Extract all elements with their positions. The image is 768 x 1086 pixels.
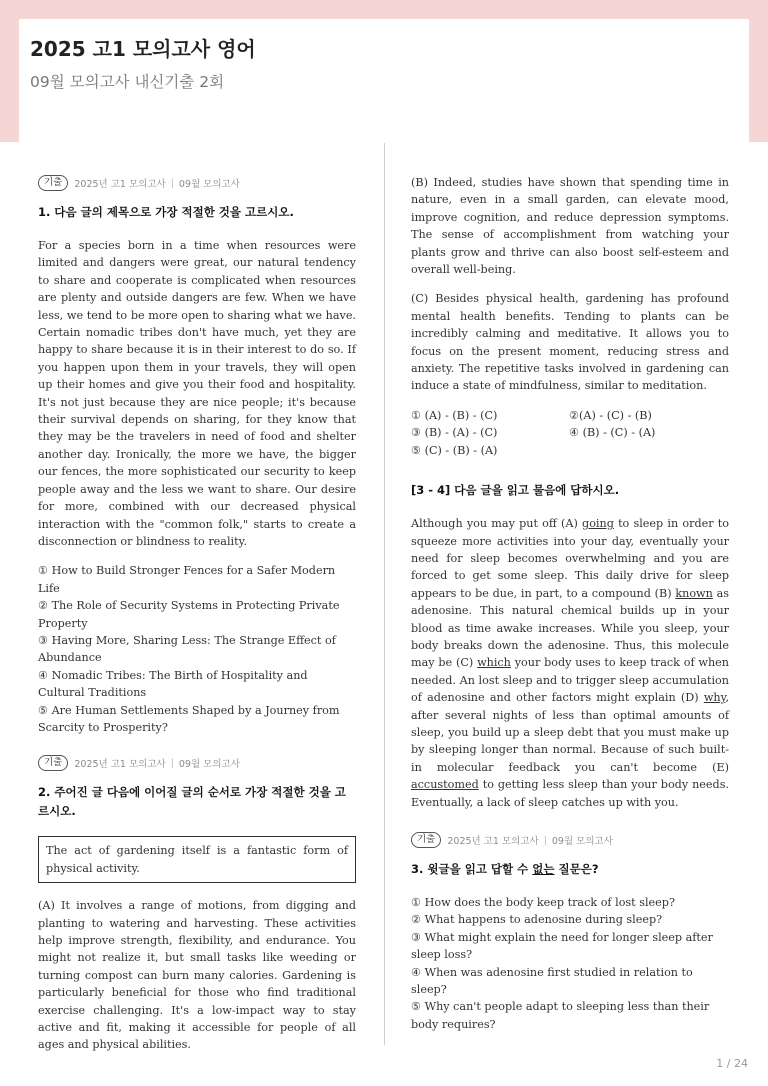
option-3[interactable]: ③ What might explain the need for longer sleep after sleep loss? — [411, 930, 713, 962]
tag-separator: | — [543, 834, 547, 846]
tag-month: 09월 모의고사 — [551, 836, 613, 847]
passage-text: your body uses to keep track of when needed. An lost sleep and to trigger sleep accumulation of adenosine and other factors might explain (D) — [411, 656, 730, 705]
tag-separator: | — [170, 757, 174, 769]
tag-month: 09월 모의고사 — [178, 759, 240, 771]
question-1-passage: For a species born in a time when resources were limited and dangers were great, our natural tendency to share and cooperate is complicated when resources are plenty and outside dangers are few. When we have less, we tend to be more open to sharing what we have. Certain nomadic tribes don't have much, yet they are happy to share because it is in their interest to do so. If you happen upon them in your travels, they will open up their homes and give you their food and hospitality. It's not just because they are nice people; it's because their survival depends on sharing, for they know that they may be the travelers in need of food and shelter another day. Ironically, the more we have, the bigger our fences, the more sophisticated our security to keep people away and the less we want to share. Our desire for more, combined with our decreased physical interaction with the "common folk," starts to create a disconnection or blindness to reality. — [38, 239, 356, 548]
page-title: 2025 고1 모의고사 영어 — [30, 37, 256, 61]
tag-exam: 2025년 고1 모의고사 — [74, 179, 166, 190]
passage-text: as adenosine. This natural chemical builds up in your blood as time awake increases. While you sleep, your body breaks down the adenosine. Thus, this molecule may be (C) — [411, 586, 729, 670]
paragraph-a: (A) It involves a range of motions, from digging and planting to watering and harvesting. These activities help improve strength, flexibility, and endurance. You might not realize it, but small tasks like weeding or turning compost can burn many calories. Gardening is particularly beneficial for those who find traditional exercise challenging. It's a low-impact way to stay active and fit, making it accessible for people of all ages and physical abilities. — [38, 899, 356, 1052]
question-2-title: 2. 주어진 글 다음에 이어질 글의 순서로 가장 적절한 것을 고르시오. — [38, 785, 346, 819]
option-2[interactable]: ② The Role of Security Systems in Protecting Private Property — [38, 599, 340, 630]
option-1[interactable]: ① (A) - (B) - (C) — [411, 408, 498, 422]
option-2[interactable]: ②(A) - (C) - (B) — [569, 408, 652, 422]
given-sentence: The act of gardening itself is a fantastic form of physical activity. — [46, 844, 348, 875]
option-5[interactable]: ⑤ Why can't people adapt to sleeping less than their body requires? — [411, 1000, 710, 1031]
option-4[interactable]: ④ When was adenosine first studied in relation to sleep? — [411, 965, 693, 997]
option-4[interactable]: ④ (B) - (C) - (A) — [569, 426, 656, 440]
option-5[interactable]: ⑤ Are Human Settlements Shaped by a Journey from Scarcity to Prosperity? — [38, 703, 340, 734]
right-column — [411, 174, 729, 1033]
question-tag — [411, 831, 729, 849]
option-5[interactable]: ⑤ (C) - (B) - (A) — [411, 443, 498, 457]
badge: 기출 — [38, 175, 68, 191]
question-2-options — [411, 407, 729, 459]
tag-exam: 2025년 고1 모의고사 — [447, 836, 539, 847]
question-1-options — [38, 562, 356, 736]
passage-text: Although you may put off (A) — [411, 517, 583, 531]
question-3-4-passage — [411, 515, 729, 811]
page-subtitle: 09월 모의고사 내신기출 2회 — [30, 73, 225, 91]
underlined-e: accustomed — [411, 778, 479, 792]
underlined-c: which — [477, 656, 511, 670]
title-text: 3. 윗글을 읽고 답할 수 — [411, 862, 533, 876]
option-3[interactable]: ③ Having More, Sharing Less: The Strange Effect of Abundance — [38, 633, 336, 665]
tag-month: 09월 모의고사 — [178, 179, 240, 190]
question-1-title: 1. 다음 글의 제목으로 가장 적절한 것을 고르시오. — [38, 205, 294, 219]
badge: 기출 — [411, 832, 441, 848]
option-4[interactable]: ④ Nomadic Tribes: The Birth of Hospitality and Cultural Traditions — [38, 668, 308, 700]
title-underlined: 없는 — [532, 862, 555, 876]
passage-text: , after several nights of less than optimal amounts of sleep, you build up a sleep debt that you must make up by sleeping longer than normal. Because of such built-in molecular feedback you can't become (E) — [411, 691, 729, 774]
paragraph-b: (B) Indeed, studies have shown that spending time in nature, even in a small garden, can elevate mood, improve cognition, and reduce depression symptoms. The sense of accomplishment from watching your plants grow and thrive can also boost self-esteem and overall well-being. — [411, 176, 729, 277]
passage-text: to getting less sleep than your body needs. Eventually, a lack of sleep catches up with you. — [411, 778, 729, 809]
question-tag — [38, 754, 356, 772]
question-tag — [38, 174, 356, 192]
question-3-4-title: [3 - 4] 다음 글을 읽고 물음에 답하시오. — [411, 483, 620, 498]
option-2[interactable]: ② What happens to adenosine during sleep? — [411, 913, 663, 927]
column-divider — [384, 143, 385, 1045]
badge: 기출 — [38, 755, 68, 771]
title-text: 질문은? — [554, 862, 599, 876]
underlined-d: why — [703, 691, 726, 705]
underlined-a: going — [582, 517, 614, 531]
question-3-title — [411, 860, 729, 879]
option-1[interactable]: ① How does the body keep track of lost sleep? — [411, 896, 675, 909]
option-3[interactable]: ③ (B) - (A) - (C) — [411, 426, 498, 440]
paragraph-c: (C) Besides physical health, gardening has profound mental health benefits. Tending to plants can be incredibly calming and meditative. It allows you to focus on the present moment, reducing stress and anxiety. The repetitive tasks involved in gardening can induce a state of mindfulness, similar to meditation. — [411, 292, 729, 393]
underlined-b: known — [675, 586, 713, 600]
passage-text: to sleep in order to squeeze more activities into your day, eventually your need for sleep becomes overwhelming and you are forced to get some sleep. This daily drive for sleep appears to be due, in part, to a compound (B) — [411, 517, 730, 600]
tag-separator: | — [170, 177, 174, 189]
option-1[interactable]: ① How to Build Stronger Fences for a Safer Modern Life — [38, 564, 336, 595]
given-sentence-box — [38, 836, 356, 883]
left-column — [38, 174, 356, 1066]
question-3-options — [411, 894, 729, 1033]
page-number: 1 / 24 — [716, 1057, 748, 1070]
tag-exam: 2025년 고1 모의고사 — [74, 759, 166, 771]
